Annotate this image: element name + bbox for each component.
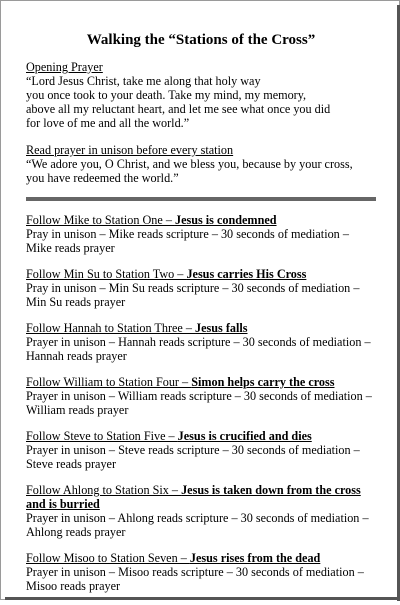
station-heading [26,551,376,565]
opening-prayer-heading: Opening Prayer [26,60,103,74]
opening-prayer-line: you once took to your death. Take my mind, my memory, [26,88,307,102]
station-instructions: Prayer in unison – Misoo reads scripture – 30 seconds of mediation – [26,565,364,579]
opening-prayer-section [26,60,376,130]
station-lead: Follow Min Su to Station Two – [26,267,187,281]
station-1 [26,213,376,255]
station-7 [26,551,376,593]
station-instructions: Ahlong reads prayer [26,525,126,539]
station-instructions: Prayer in unison – William reads scripture – 30 seconds of mediation – [26,389,372,403]
station-instructions: Mike reads prayer [26,241,115,255]
station-name: Jesus is taken down from the cross and is burried [26,483,361,511]
station-instructions: Steve reads prayer [26,457,117,471]
station-heading [26,321,376,335]
station-lead: Follow Misoo to Station Seven – [26,551,190,565]
station-instructions: Prayer in unison – Hannah reads scripture – 30 seconds of mediation – [26,335,371,349]
opening-prayer-line: “Lord Jesus Christ, take me along that holy way [26,74,261,88]
unison-prayer-line: “We adore you, O Christ, and we bless you, because by your cross, [26,157,353,171]
spacer [26,130,376,143]
station-name: Jesus is crucified and dies [177,429,312,443]
unison-prayer-heading: Read prayer in unison before every station [26,143,234,157]
station-lead: Follow Mike to Station One – [26,213,175,227]
station-name: Jesus falls [195,321,248,335]
station-lead: Follow William to Station Four – [26,375,192,389]
station-lead: Follow Hannah to Station Three – [26,321,196,335]
station-heading [26,375,376,389]
station-instructions: Min Su reads prayer [26,295,126,309]
station-name: Jesus is condemned [174,213,277,227]
station-name: Jesus carries His Cross [186,267,307,281]
unison-prayer-section [26,143,376,185]
station-instructions: Hannah reads prayer [26,349,127,363]
opening-prayer-line: for love of me and all the world.” [26,116,190,130]
station-heading [26,483,376,511]
horizontal-divider [26,197,376,201]
station-name: Jesus rises from the dead [189,551,321,565]
station-3 [26,321,376,363]
station-instructions: Prayer in unison – Ahlong reads scripture – 30 seconds of mediation – [26,511,369,525]
unison-prayer-line: you have redeemed the world.” [26,171,179,185]
station-instructions: Misoo reads prayer [26,579,121,593]
station-instructions: Pray in unison – Min Su reads scripture – 30 seconds of mediation – [26,281,360,295]
station-name: Simon helps carry the cross [191,375,335,389]
station-heading [26,213,376,227]
station-instructions: Prayer in unison – Steve reads scripture – 30 seconds of mediation – [26,443,360,457]
station-heading [26,429,376,443]
station-2 [26,267,376,309]
station-5 [26,429,376,471]
document-content [26,31,376,605]
station-lead: Follow Steve to Station Five – [26,429,178,443]
station-instructions: William reads prayer [26,403,129,417]
station-instructions: Pray in unison – Mike reads scripture – 30 seconds of mediation – [26,227,349,241]
station-4 [26,375,376,417]
station-lead: Follow Ahlong to Station Six – [26,483,182,497]
opening-prayer-line: above all my reluctant heart, and let me see what once you did [26,102,331,116]
page-title: Walking the “Stations of the Cross” [86,32,316,48]
station-6 [26,483,376,539]
station-heading [26,267,376,281]
